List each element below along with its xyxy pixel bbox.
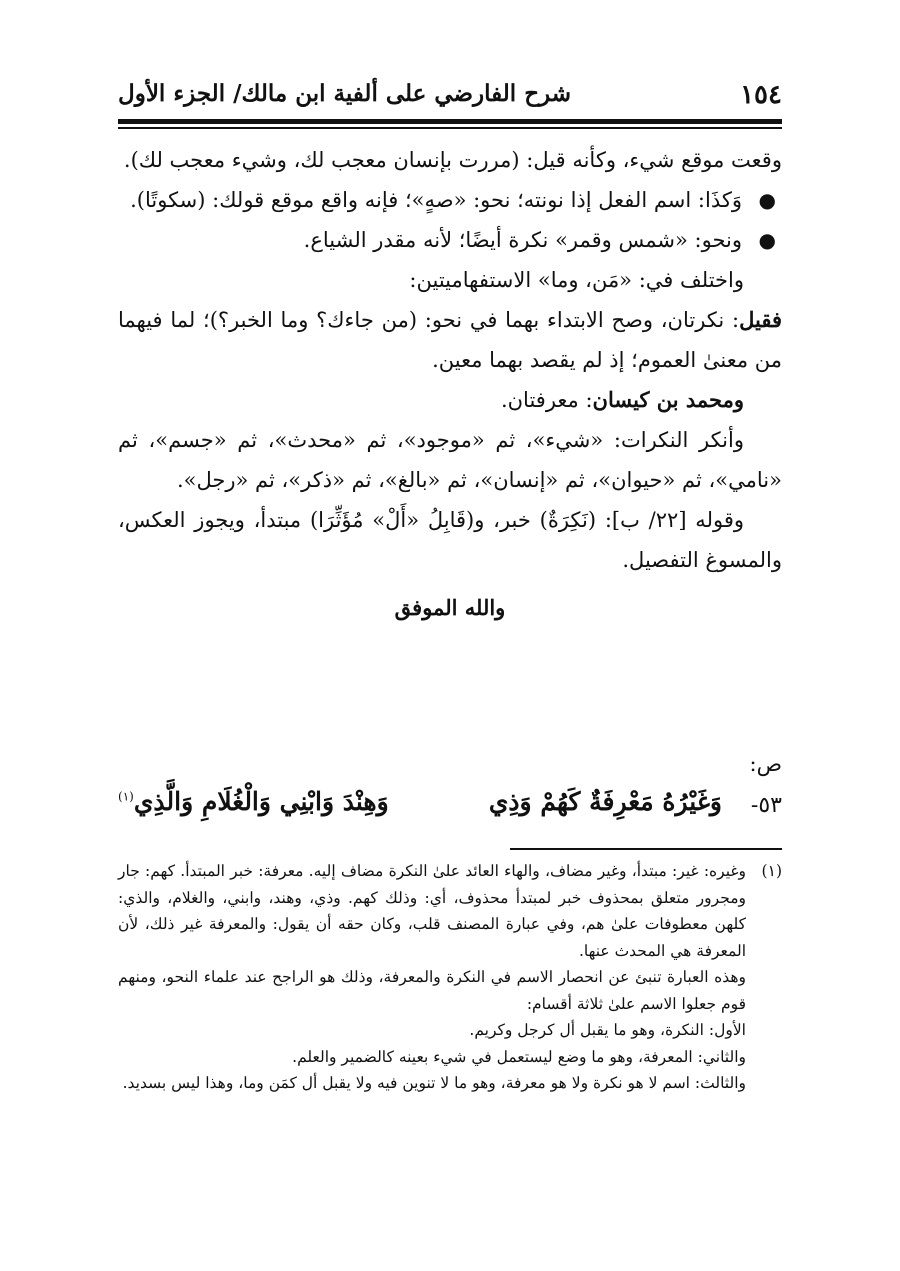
footnote-paragraph: والثالث: اسم لا هو نكرة ولا هو معرفة، وهو ما لا تنوين فيه ولا يقبل أل كمَن وما، وهذا ليس بسديد.: [122, 1074, 746, 1092]
main-text: [118, 140, 782, 628]
bullet-text: وَكذَا: اسم الفعل إذا نونته؛ نحو: «صهٍ»؛ فإنه واقع موقع قولك: (سكوتًا).: [130, 188, 742, 212]
closing-phrase: والله الموفق: [394, 595, 506, 620]
footnote-paragraph: وهذه العبارة تنبئ عن انحصار الاسم في النكرة والمعرفة، وذلك هو الراجح عند علماء النحو، ومنهم قوم جعلوا الاسم علىٰ ثلاثة أقسام:: [118, 968, 746, 1013]
footnote-reference[interactable]: (١): [118, 789, 134, 804]
footnote-paragraph: الأول: النكرة، وهو ما يقبل أل كرجل وكريم.: [469, 1021, 746, 1039]
paragraph-lead: ومحمد بن كيسان: [592, 387, 744, 412]
verse-hemistich-first: وَغَيْرُهُ مَعْرِفَةٌ كَهُمْ وَذِي: [488, 787, 722, 816]
footnote-text: وغيره: غير: مبتدأ، وغير مضاف، والهاء العائد علىٰ النكرة مضاف إليه. معرفة: خبر المبتدأ. كهم: جار ومجرور متعلق بمحذوف خبر لمبتدأ محذوف، أي: وذلك كهم. وذي، وهند، وابني، والغلام، والذي: كلهن معطوفات علىٰ هم، وفي عبارة المصنف قلب، وكان حقه أن يقول: والمعرفة غير ذلك، لأن المعرفة هي المحدث عنها.: [118, 862, 746, 960]
paragraph-continuation: وقعت موقع شيء، وكأنه قيل: (مررت بإنسان معجب لك، وشيء معجب لك).: [123, 148, 782, 172]
verse-line: [118, 787, 782, 831]
header-rule-thick: [118, 119, 782, 124]
bullet-text: ونحو: «شمس وقمر» نكرة أيضًا؛ لأنه مقدر الشياع.: [303, 228, 742, 252]
paragraph: واختلف في: «مَن، وما» الاستفهاميتين:: [409, 268, 744, 292]
paragraph: وأنكر النكرات: «شيء»، ثم «موجود»، ثم «محدث»، ثم «جسم»، ثم «نامي»، ثم «حيوان»، ثم «إنسان»، ثم «بالغ»، ثم «ذكر»، ثم «رجل».: [118, 428, 782, 492]
bullet-item: [118, 220, 782, 260]
paragraph: [118, 300, 782, 380]
footnote-marker: (١): [761, 862, 782, 880]
paragraph-lead: فقيل: [739, 307, 782, 332]
paragraph-rest: : نكرتان، وصح الابتداء بهما في نحو: (من جاءك؟ وما الخبر؟)؛ لما فيهما من معنىٰ العموم؛ إذ لم يقصد بهما معين.: [118, 308, 782, 372]
verse-number: ٥٣-: [750, 793, 782, 818]
paragraph-rest: : معرفتان.: [500, 388, 593, 412]
bullet-icon: ●: [758, 188, 776, 212]
header-rule-thin: [118, 127, 782, 129]
paragraph: وقوله [٢٢/ ب]: (نَكِرَةٌ) خبر، و(قَابِلُ «أَلْ» مُؤَثِّرَا) مبتدأ، ويجوز العكس، والمسوغ التفصيل.: [118, 508, 782, 572]
footnote-paragraph: [118, 858, 782, 964]
footnote-paragraph: والثاني: المعرفة، وهو ما وضع ليستعمل في شيء بعينه كالضمير والعلم.: [292, 1047, 746, 1066]
page-header: [118, 78, 782, 118]
footnote-rule: [510, 848, 782, 850]
bullet-item: [118, 180, 782, 220]
verse-hemistich-second: [118, 787, 389, 816]
paragraph: [118, 380, 782, 420]
verse-label: ص:: [749, 752, 782, 776]
bullet-icon: ●: [758, 228, 776, 252]
page-number: ١٥٤: [740, 80, 782, 110]
running-title: شرح الفارضي على ألفية ابن مالك/ الجزء الأول: [118, 80, 572, 107]
verse-hemistich-second-text: وَهِنْدَ وَابْنِي وَالْغُلَامِ وَالَّذِي: [133, 787, 389, 816]
footnote: [118, 858, 782, 1097]
